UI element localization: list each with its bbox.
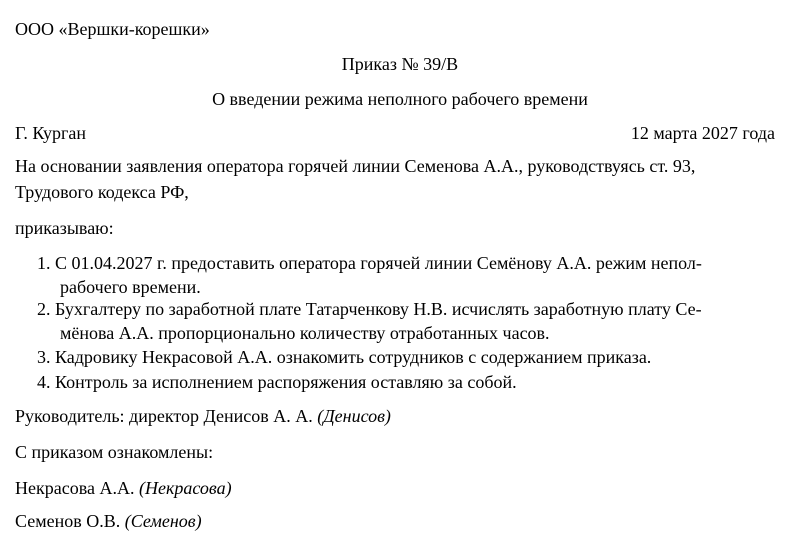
list-item-2-continuation: мёнова А.А. пропорционально количеству отработанных часов. bbox=[60, 323, 550, 343]
ack-name: Некрасова А.А. bbox=[15, 478, 135, 498]
order-date: 12 марта 2027 года bbox=[630, 123, 775, 143]
list-item-1-continuation: рабочего времени. bbox=[60, 277, 201, 297]
list-item-4: 4. Контроль за исполнением распоряжения оставляю за собой. bbox=[37, 372, 517, 392]
ack-name: Семенов О.В. bbox=[15, 511, 121, 531]
acknowledgement-1 bbox=[15, 477, 232, 499]
acknowledgement-2 bbox=[15, 510, 202, 532]
order-title: О введении режима неполного рабочего времени bbox=[212, 89, 588, 109]
head-signature: (Денисов) bbox=[317, 406, 391, 426]
basis-line-2: Трудового кодекса РФ, bbox=[15, 182, 189, 202]
head-title: Руководитель: директор Денисов А. А. bbox=[15, 406, 313, 426]
organization-name: ООО «Вершки-корешки» bbox=[15, 19, 210, 39]
list-item-1: 1. С 01.04.2027 г. предоставить оператора горячей линии Семёнову А.А. режим непол- bbox=[37, 253, 702, 273]
ack-signature: (Некрасова) bbox=[138, 478, 232, 498]
order-word: приказываю: bbox=[15, 218, 114, 238]
basis-line-1: На основании заявления оператора горячей линии Семенова А.А., руководствуясь ст. 93, bbox=[15, 156, 696, 176]
ack-signature: (Семенов) bbox=[124, 511, 202, 531]
list-item-3: 3. Кадровику Некрасовой А.А. ознакомить сотрудников с содержанием приказа. bbox=[37, 347, 652, 367]
head-signature-line bbox=[15, 405, 391, 427]
familiarized-label: С приказом ознакомлены: bbox=[15, 442, 214, 462]
order-number: Приказ № 39/В bbox=[341, 54, 459, 74]
list-item-2: 2. Бухгалтеру по заработной плате Татарченкову Н.В. исчислять заработную плату Се- bbox=[37, 299, 702, 319]
city: Г. Курган bbox=[15, 123, 87, 143]
